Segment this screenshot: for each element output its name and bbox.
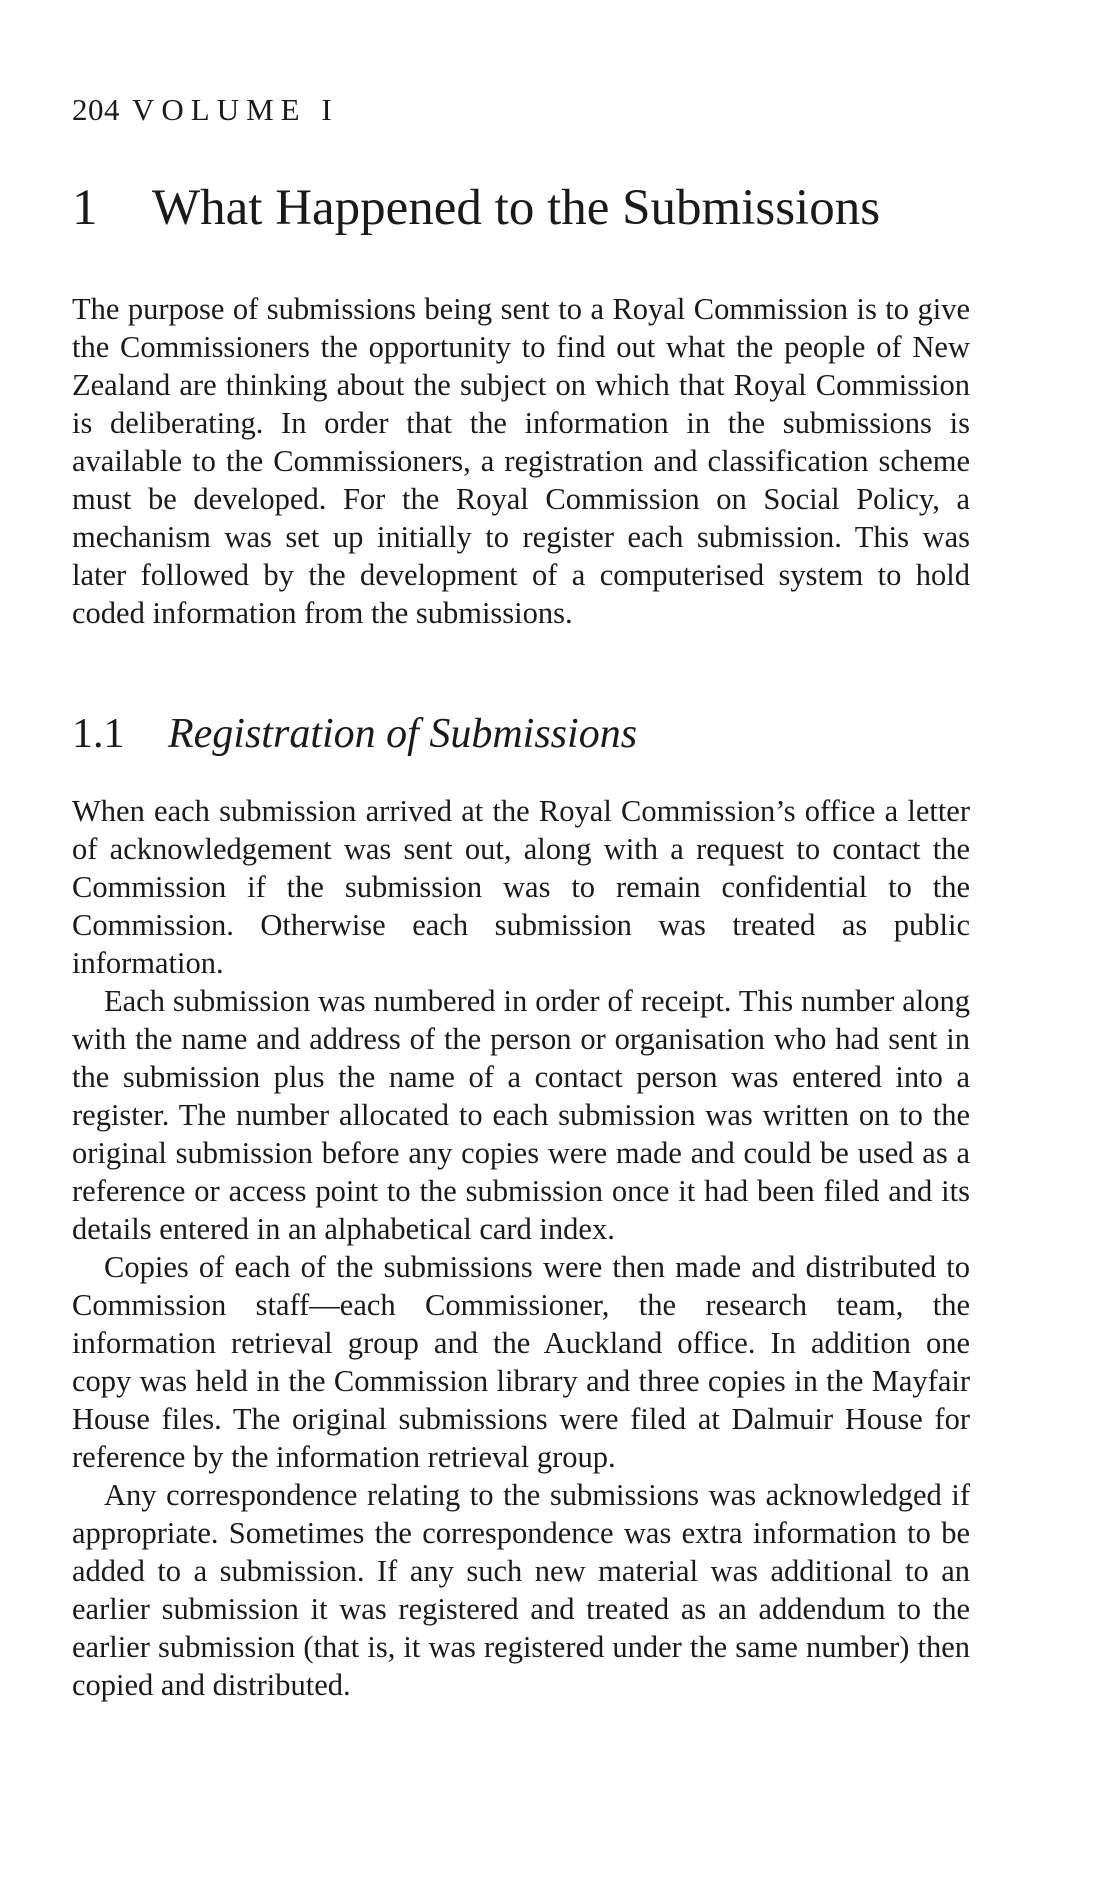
body-paragraph: Each submission was numbered in order of receipt. This number along with the name and address of the person or organisation who had sent in the submission plus the name of a contact person was entered into a register. The number allocated to each submission was written on to the original submission before any copies were made and could be used as a reference or access point to the submission once it had been filed and its details entered in an alphabetical card index. <box>72 984 970 1246</box>
section-number: 1.1 <box>72 711 125 757</box>
intro-paragraph: The purpose of submissions being sent to a Royal Commission is to give the Commissioners the opportunity to find out what the people of New Zealand are thinking about the subject on which that Royal Commission is deliberating. In order that the information in the submissions is available to the Commissioners, a registration and classification scheme must be developed. For the Royal Commission on Social Policy, a mechanism was set up initially to register each submission. This was later followed by the development of a computerised system to hold coded information from the submissions. <box>72 292 970 630</box>
chapter-title <box>72 178 970 238</box>
chapter-title-text: What Happened to the Submissions <box>152 180 881 236</box>
chapter-number: 1 <box>72 180 98 236</box>
section-title-text: Registration of Submissions <box>168 711 638 757</box>
volume-label: VOLUME I <box>132 92 339 127</box>
body-paragraph: When each submission arrived at the Royal Commission’s office a letter of acknowledgement was sent out, along with a request to contact the Commission if the submission was to remain confidential to the Commission. Otherwise each submission was treated as public information. <box>72 794 970 980</box>
page-number: 204 <box>72 92 120 127</box>
body-paragraph: Copies of each of the submissions were then made and distributed to Commission staff—each Commissioner, the research team, the information retrieval group and the Auckland office. In addition one copy was held in the Commission library and three copies in the Mayfair House files. The original submissions were filed at Dalmuir House for reference by the information retrieval group. <box>72 1250 970 1474</box>
section-heading <box>72 708 970 760</box>
running-head <box>72 90 970 130</box>
book-page <box>72 90 970 1704</box>
body-paragraph: Any correspondence relating to the submissions was acknowledged if appropriate. Sometimes the correspondence was extra information to be added to a submission. If any such new material was additional to an earlier submission it was registered and treated as an addendum to the earlier submission (that is, it was registered under the same number) then copied and distributed. <box>72 1478 970 1702</box>
section-body <box>72 792 970 1704</box>
